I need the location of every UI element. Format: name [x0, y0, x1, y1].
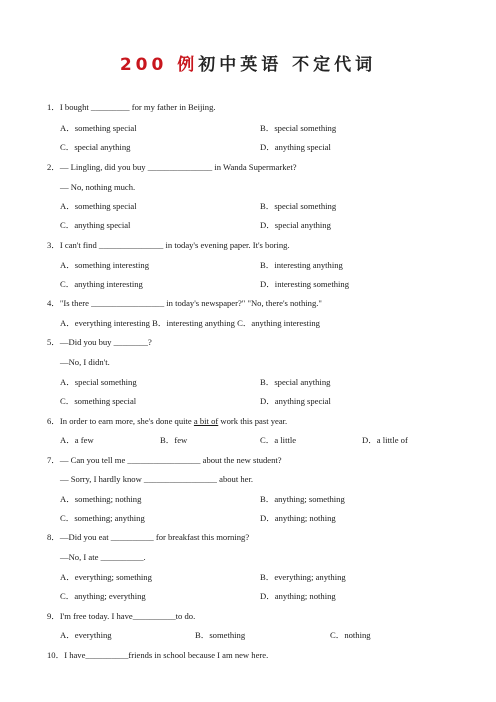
option-line: A．special something — [60, 377, 137, 387]
option-line: D．anything special — [260, 142, 331, 152]
option-line: A．something interesting — [60, 260, 150, 270]
question-line: 3．I can't find _______________ in today's evening paper. It's boring. — [47, 240, 290, 250]
option-line: A．everything interesting B．interesting anything C．anything interesting — [60, 318, 320, 328]
question-line: 1．I bought _________ for my father in Beijing. — [47, 102, 216, 112]
answer-line: —No, I ate __________. — [60, 552, 146, 562]
option-line: C．anything special — [60, 220, 131, 230]
option-line: C．anything; everything — [60, 591, 146, 601]
option-line: D．anything; nothing — [260, 513, 336, 523]
option-line: C．a little — [260, 435, 297, 445]
question-line: 5．—Did you buy ________? — [47, 337, 152, 347]
option-line: B．special anything — [260, 377, 331, 387]
option-line: A．something special — [60, 201, 137, 211]
underlined-phrase: a bit of — [193, 416, 219, 426]
option-line: B．something — [195, 630, 246, 640]
option-line: C．something; anything — [60, 513, 145, 523]
option-line: B．everything; anything — [260, 572, 346, 582]
question-line: 9．I'm free today. I have__________to do. — [47, 611, 196, 621]
option-line: B．few — [160, 435, 188, 445]
option-line: B．interesting anything — [260, 260, 343, 270]
question-line: 10．I have__________friends in school because I am new here. — [47, 650, 269, 660]
option-line: C．something special — [60, 396, 137, 406]
title-number: 200 例 — [119, 55, 199, 75]
question-line: 4．"Is there _________________ in today's newspaper?" "No, there's nothing." — [47, 298, 322, 308]
answer-line: — Sorry, I hardly know _________________ about her. — [60, 474, 254, 484]
option-line: D．anything; nothing — [260, 591, 336, 601]
page-title — [0, 50, 496, 75]
option-line: A．something; nothing — [60, 494, 142, 504]
question-line: 8．—Did you eat __________ for breakfast this morning? — [47, 532, 250, 542]
answer-line: —No, I didn't. — [60, 357, 110, 367]
option-line: A．everything — [60, 630, 112, 640]
answer-line: — No, nothing much. — [60, 182, 136, 192]
option-line: D．anything special — [260, 396, 331, 406]
option-line: B．anything; something — [260, 494, 345, 504]
option-line: C．anything interesting — [60, 279, 143, 289]
option-line: C．nothing — [330, 630, 371, 640]
option-line: A．something special — [60, 123, 137, 133]
question-line: 2．— Lingling, did you buy _______________ in Wanda Supermarket? — [47, 162, 297, 172]
option-line: C．special anything — [60, 142, 131, 152]
option-line: A．everything; something — [60, 572, 152, 582]
option-line: A．a few — [60, 435, 94, 445]
option-line: D．interesting something — [260, 279, 350, 289]
option-line: B．special something — [260, 201, 337, 211]
title-text: 初中英语 不定代词 — [198, 55, 377, 75]
option-line: B．special something — [260, 123, 337, 133]
question-6: 6．In order to earn more, she's done quite a bit of work this past year. — [47, 416, 288, 426]
question-line: 7．— Can you tell me _________________ about the new student? — [47, 455, 282, 465]
option-line: D．special anything — [260, 220, 331, 230]
option-line: D．a little of — [362, 435, 408, 445]
